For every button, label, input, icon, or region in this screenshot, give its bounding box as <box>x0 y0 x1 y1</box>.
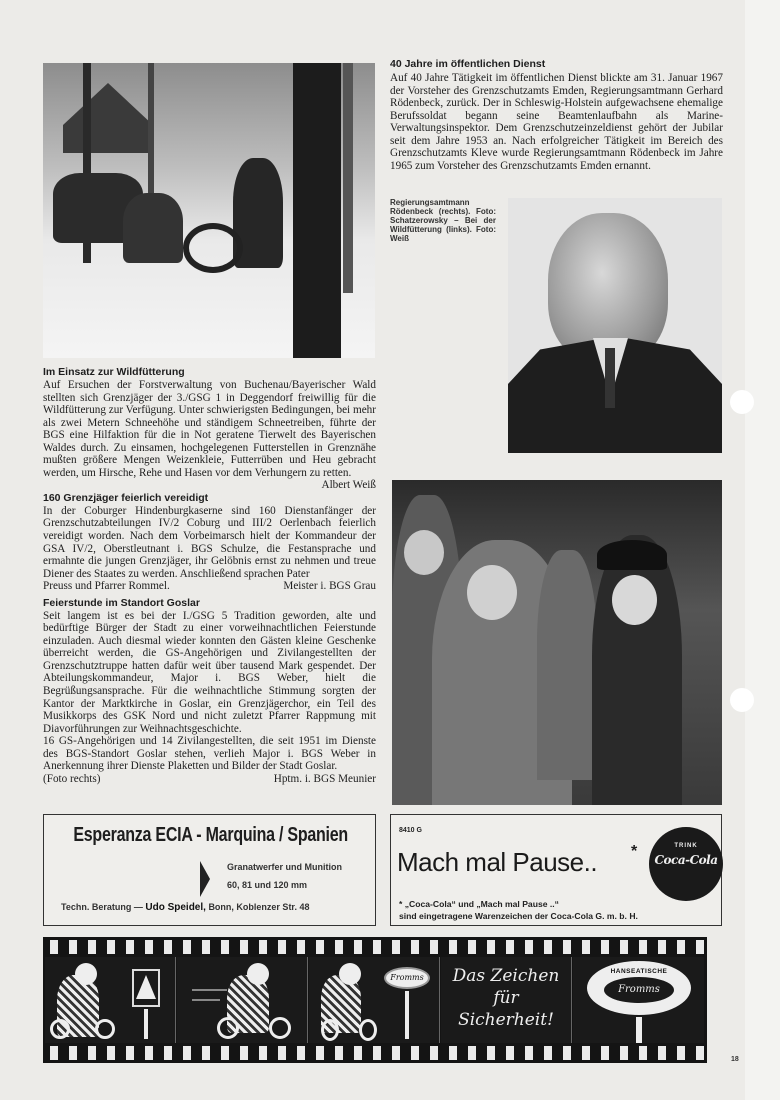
badge-brand: Fromms <box>604 977 674 1003</box>
ad-note: sind eingetragene Warenzeichen der Coca-Cola G. m. b. H. <box>399 911 638 921</box>
article-last-line: Preuss und Pfarrer Rommel. <box>43 580 170 593</box>
article-body: In der Coburger Hindenburgkaserne sind 160 Dienstanfänger der Grenzschutzabteilungen IV/2 Coburg und III/2 Oerlenbach feierlich vereidigt worden. Nach dem Vorbeimarsch hielt der Kommandeur der GSA IV/2, Oberstleutnant i. BGS Schulze, die Festansprache und ermahnte die jungen Grenzjäger, ihr Gelöbnis ernst zu nehmen und treue Diener des Staates zu werden. Anschließend sprachen Pater <box>43 504 376 580</box>
ad-code: 8410 G <box>399 827 422 834</box>
fromms-sign <box>384 967 430 989</box>
photo-goslar-ceremony <box>392 480 722 805</box>
frame-cyclist-warning-sign <box>45 957 176 1043</box>
article-body: Seit langem ist es bei der I./GSG 5 Tradition geworden, alte und bedürftige Bürger der Stadt zu einer vorweihnachtlichen Feierstunde einzuladen. Auch diesmal wieder konnten den Gästen kleine Geschenke überreicht werden, die GS-Angehörigen und Zivilangestellten der Grenzschutztruppe hatten dafür weit über tausend Mark gespendet. Der Abteilungskommandeur, Major i. BGS Weber, hielt die Begrüßungsansprache. Für die weihnachtliche Stimmung sorgten der Kantor der Marktkirche in Goslar, ein Grenzjägerchor, ein Teil des Musikkorps des GSK Nord und nicht zuletzt Pfarrer Rappmung mit Diavorführungen zur Weihnachtsgeschichte. <box>43 609 376 735</box>
photo-caption: Regierungsamtmann Rödenbeck (rechts). Foto: Schatzerowsky – Bei der Wildfütterung (links). Foto: Weiß <box>390 198 496 243</box>
ad-headline: Esperanza ECIA - Marquina / Spanien <box>73 824 348 846</box>
photo-wildfuetterung <box>43 63 375 358</box>
ad-note: * „Coca-Cola“ und „Mach mal Pause ..“ <box>399 899 559 909</box>
punch-hole <box>730 390 754 414</box>
film-sprockets <box>43 940 707 954</box>
photo-roedenbeck <box>508 198 722 453</box>
ad-contact-name: Udo Speidel, <box>145 902 206 913</box>
ad-contact-address: Bonn, Koblenzer Str. 48 <box>208 902 310 912</box>
article-body-wrapper <box>43 379 376 492</box>
ad-product-line: Granatwerfer und Munition <box>227 862 343 872</box>
article-title: Feierstunde im Standort Goslar <box>43 596 200 609</box>
slogan-line: für <box>493 988 519 1008</box>
fromms-badge-logo <box>587 961 691 1015</box>
page-number: 18 <box>731 1056 739 1063</box>
logo-trink: TRINK <box>674 843 698 849</box>
ad-fromms-filmstrip <box>43 937 707 1063</box>
frame-cyclist-riding <box>177 957 308 1043</box>
frame-fromms-badge <box>573 957 704 1043</box>
slogan-line: Das Zeichen <box>452 966 560 986</box>
frame-slogan <box>441 957 572 1043</box>
ad-headline: Mach mal Pause.. <box>397 847 598 877</box>
badge-top-text: HANSEATISCHE <box>610 968 668 975</box>
punch-hole <box>730 688 754 712</box>
article-body: Auf Ersuchen der Forstverwaltung von Buchenau/Bayerischer Wald stellten sich Grenzjäger der 3./GSG 1 in Deggendorf freiwillig für die Wildfütterung zur Verfügung. Unter schwierigsten Bedingungen, bei mehr als zwei Metern Schneehöhe und ständigem Schneetreiben, führte der BGS eine Hilfaktion für die in Not geratene Tierwelt des Bayerischen Waldes durch. Zu einsamen, hochgelegenen Futterstellen in Grenznähe mußten größere Mengen Weizenkleie, Futterrüben und Heu gebracht werden, um Hirsche, Rehe und Hasen vor dem Verhungern zu retten. <box>43 379 376 479</box>
slogan-line: Sicherheit! <box>458 1010 554 1030</box>
article-title: Im Einsatz zur Wildfütterung <box>43 366 185 378</box>
article-title: 160 Grenzjäger feierlich vereidigt <box>43 491 209 504</box>
article-author: Meister i. BGS Grau <box>283 580 376 593</box>
article-title: 40 Jahre im öffentlichen Dienst <box>390 58 546 70</box>
fromms-sign-label: Fromms <box>390 973 424 982</box>
asterisk: * <box>631 843 638 860</box>
article-last-line: (Foto rechts) <box>43 772 101 785</box>
ad-esperanza <box>43 814 376 926</box>
ad-cocacola <box>390 814 722 926</box>
article-author: Hptm. i. BGS Meunier <box>273 772 376 785</box>
article-author: Albert Weiß <box>321 479 376 492</box>
cocacola-logo <box>649 827 723 901</box>
logo-brand: Coca-Cola <box>654 853 718 867</box>
frame-cyclist-fromms-sign <box>309 957 440 1043</box>
ad-product-line: 60, 81 und 120 mm <box>227 880 308 890</box>
film-sprockets <box>43 1046 707 1060</box>
arrow-icon <box>200 861 210 897</box>
article-body: Auf 40 Jahre Tätigkeit im öffentlichen Dienst blickte am 31. Januar 1967 der Vorsteher des Grenzschutzamts Emden, Regierungsamtmann Gerhard Rödenbeck, zurück. Der in Schleswig-Holstein aufgewachsene ehemalige Berufssoldat begann seine Beamtenlaufbahn als Marine-Verwaltungsinspektor. Dem Grenzschutzeinzeldienst gehört der Jubilar seit dem Jahre 1953 an. Nach erfolgreicher Tätigkeit im Bereich des Grenzschutzamts Kleve wurde Regierungsamtmann Rödenbeck im Jahre 1965 zum Vorsteher des Grenzschutzamts Emden ernannt. <box>390 72 723 172</box>
article-body-2: 16 GS-Angehörigen und 14 Zivilangestellten, die seit 1951 im Dienste des BGS-Standort Goslar stehen, verlieh Major i. BGS Weber in Anerkennung ihrer Dienste Plaketten und Bilder der Stadt Goslar. <box>43 735 376 773</box>
ad-contact-prefix: Techn. Beratung — <box>61 902 143 912</box>
